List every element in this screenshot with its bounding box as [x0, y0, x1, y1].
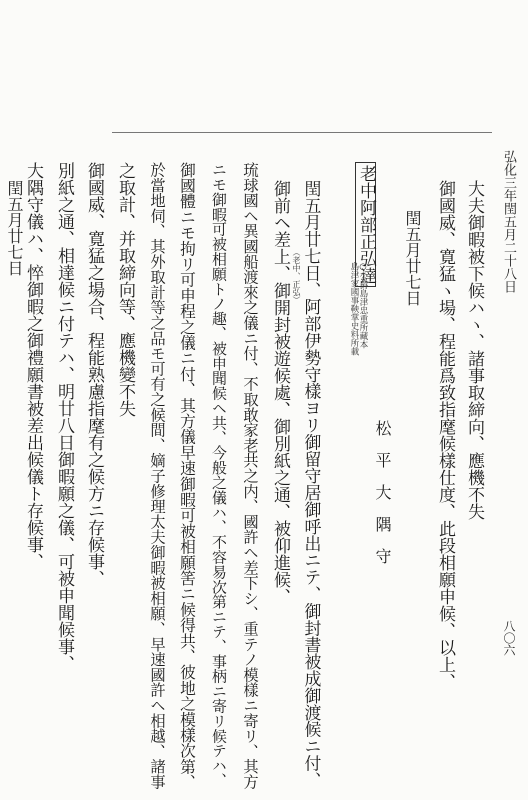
document-date-line: 閏五月廿七日、阿部伊勢守樣ヨリ御留守居御呼出ニテ、御封書被成御渡候ニ付、 [302, 180, 322, 789]
closing-date: 閏五月廿七日 [5, 180, 24, 276]
section-divider [112, 132, 492, 133]
document-heading: 老中阿部正弘達 [355, 162, 376, 287]
body-line: 御國威、寛猛之場合、程能熟慮指麾有之候方ニ存候事、 [84, 162, 104, 587]
body-line: 御國體ニモ拘リ可申程之儀ニ付、其方儀早速御暇可被相願筈ニ候得共、彼地之模樣次第、 [178, 162, 197, 790]
running-header-date: 弘化三年閏五月二十八日 [501, 150, 516, 293]
letter-sender: 松平大隅守 [373, 420, 392, 580]
body-line: 琉球國ヘ異國船渡來之儀ニ付、不取敢家老共之内、國許ヘ差下シ、重テノ模樣ニ寄リ、其方 [241, 162, 259, 790]
body-line: ニモ御暇可被相願トノ趣、被申聞候ヘ共、今般之儀ハ、不容易次第ニテ、事柄ニ寄リ候テハ、 [210, 162, 228, 788]
source-note-line: ○公爵島津忠重所藏本 [358, 262, 368, 349]
body-line: 於當地伺、其外取計等之品モ可有之候間、嫡子修理太夫御暇被相願、早速國許ヘ相越、諸事 [148, 162, 166, 790]
letter-line: 大夫御暇被下候ハヽ、諸事取締向、應機不失 [464, 180, 484, 520]
body-line: 大隅守儀ハ、悴御暇之御禮願書被差出候儀ト存候事、 [23, 162, 43, 570]
letter-date: 閏五月廿七日 [403, 210, 422, 306]
inline-title-note: （老中、正弘） [292, 248, 301, 304]
letter-line: 御國威、寛猛ヽ場、程能爲致指麾候樣仕度、此段相願申候、以上、 [435, 180, 455, 690]
source-note-line: 島津家國事鞅掌史料所載 [349, 262, 359, 356]
body-line: 之取計、并取締向等、應機變不失 [115, 162, 135, 417]
page-number: 八〇六 [502, 620, 516, 656]
body-line: 別紙之通、相達候ニ付テハ、明廿八日御暇願之儀、可被申聞候事、 [54, 162, 74, 672]
body-line: 御前ヘ差上、御開封被遊候處、御別紙之通、被仰進候、 [270, 180, 290, 605]
